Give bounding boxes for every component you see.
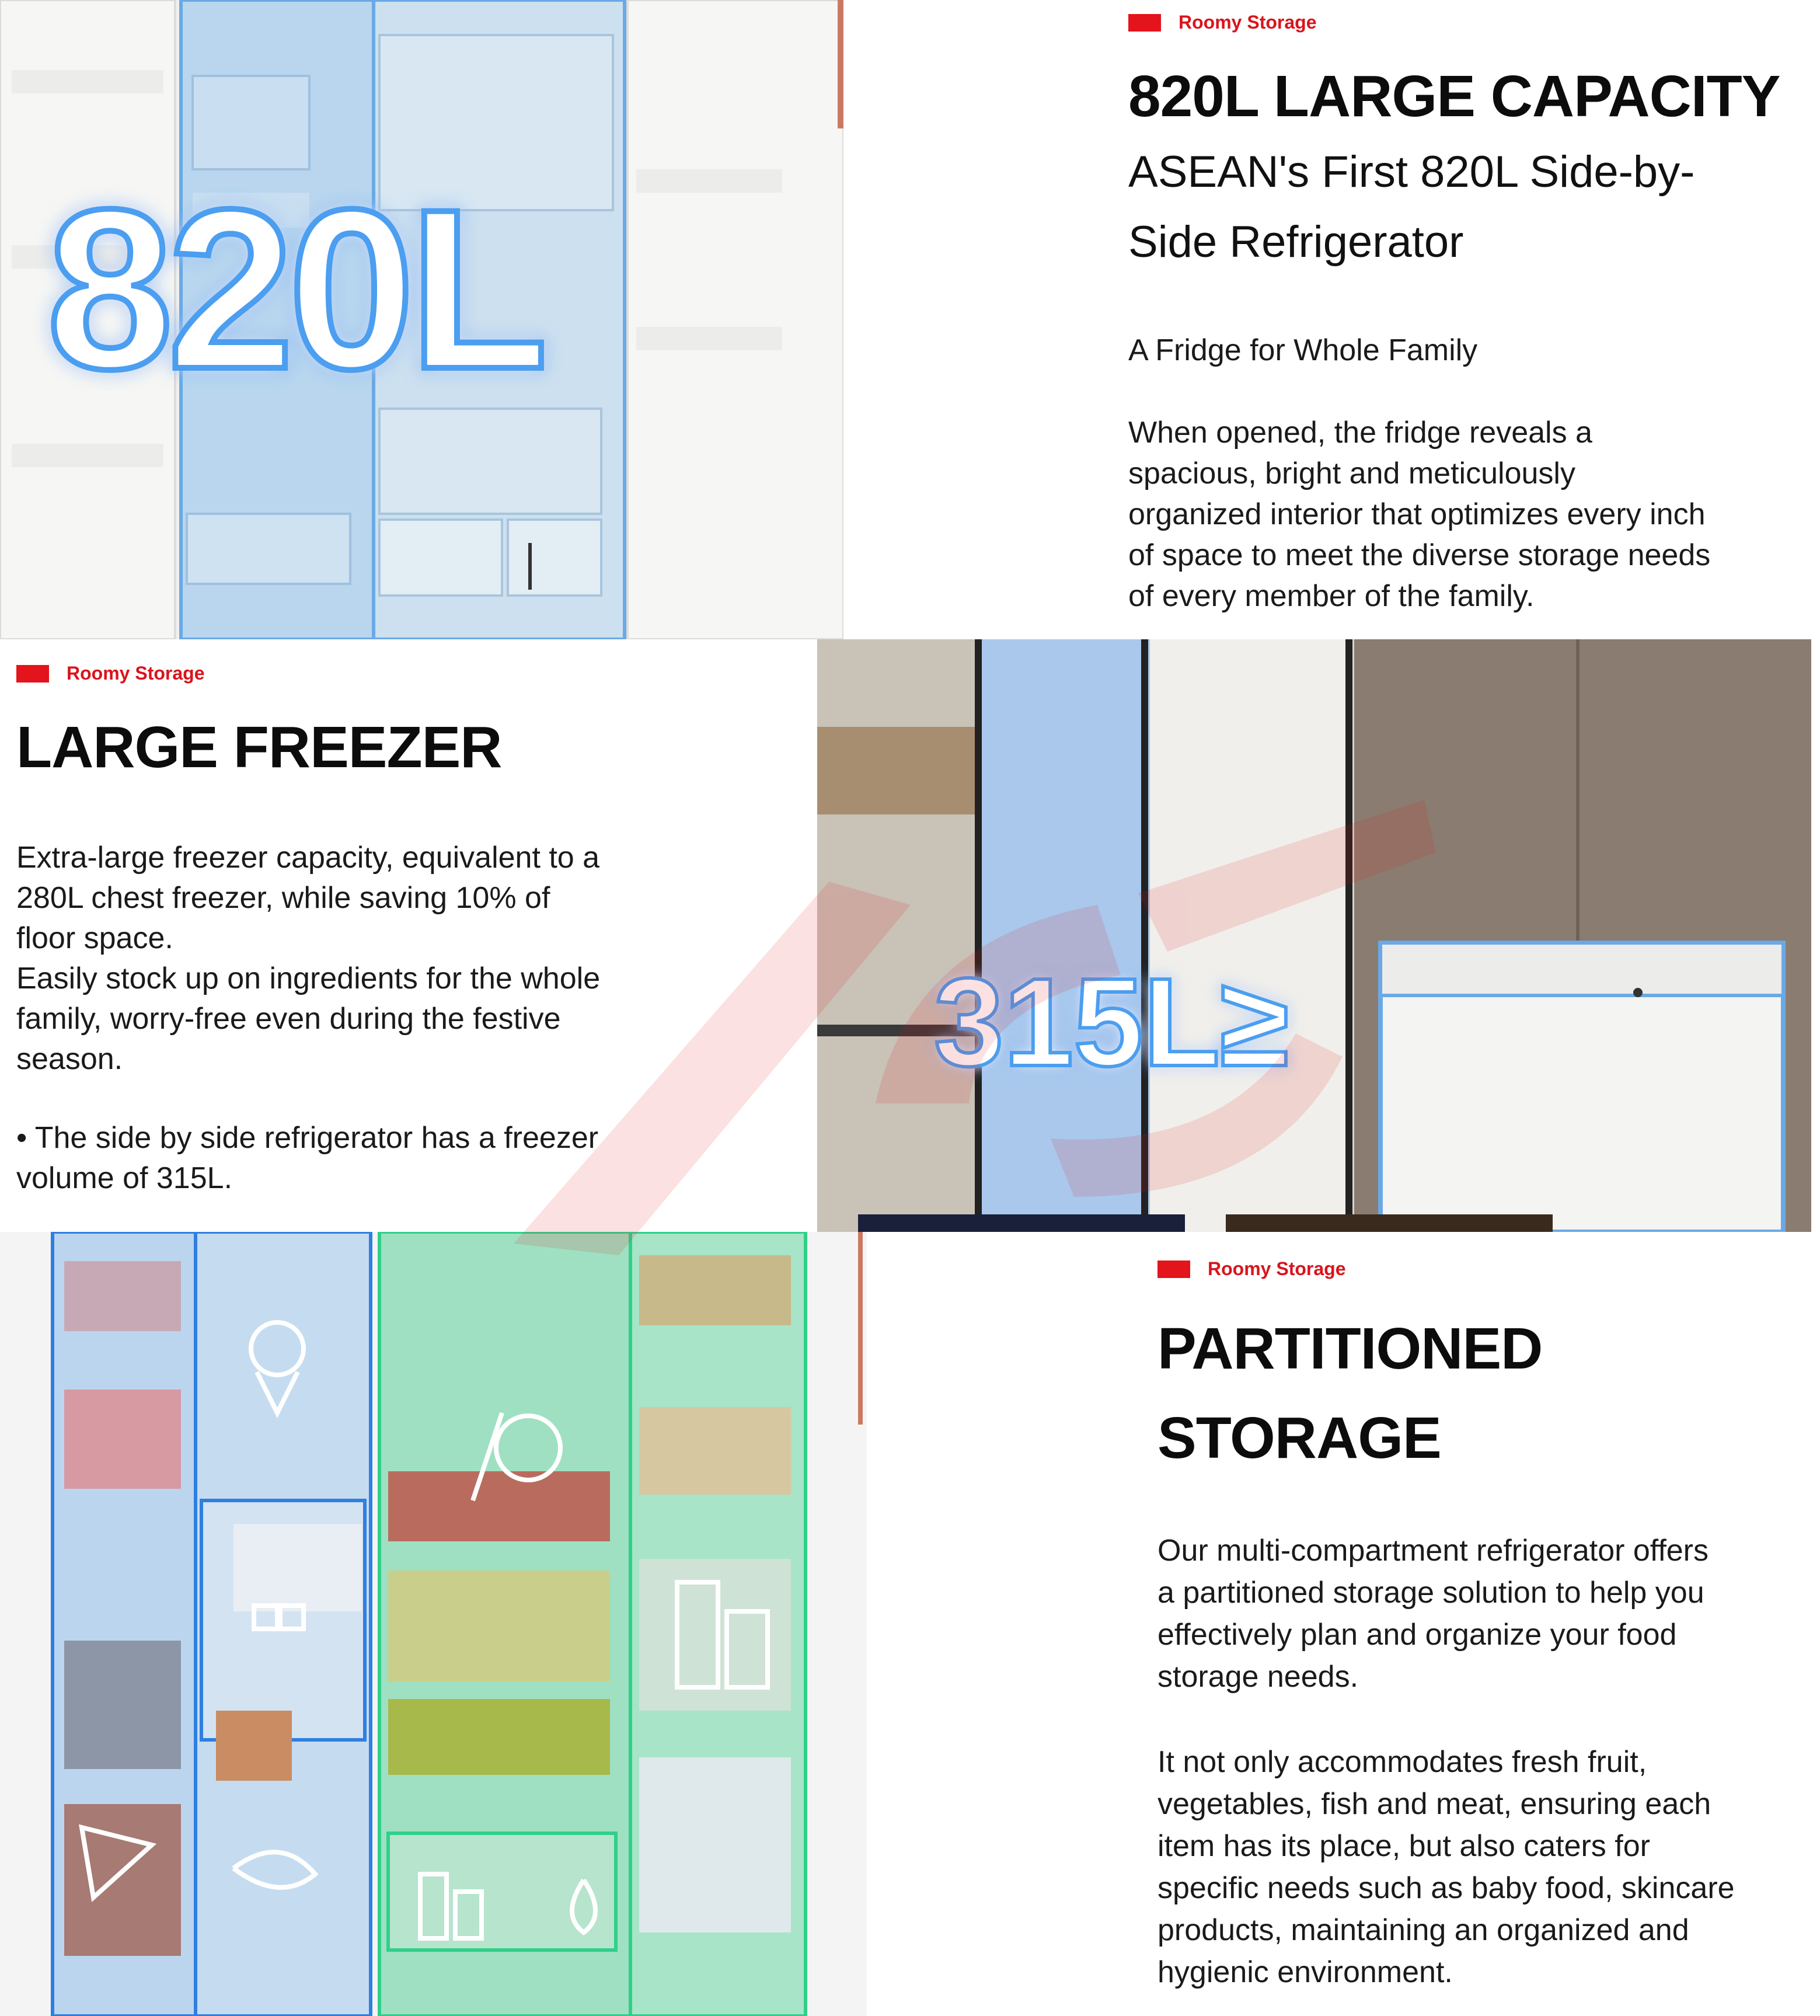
section-heading: 820L LARGE CAPACITY	[1128, 64, 1780, 129]
body-line: family, worry-free even during the festive	[16, 1002, 561, 1036]
body-line: When opened, the fridge reveals a	[1128, 416, 1592, 450]
roomy-storage-tag	[16, 663, 204, 684]
body-line: vegetables, fish and meat, ensuring each	[1157, 1787, 1711, 1821]
section-body	[16, 838, 600, 1080]
section-heading-line2: STORAGE	[1157, 1405, 1441, 1471]
tag-marker	[16, 665, 49, 683]
fridge-820l-image	[0, 0, 843, 639]
tag-label: Roomy Storage	[1179, 12, 1317, 33]
bullet-line: volume of 315L.	[16, 1161, 233, 1195]
tag-label: Roomy Storage	[67, 663, 205, 684]
section-subheading-line1: ASEAN's First 820L Side-by-	[1128, 147, 1695, 197]
freezer-comparison-image	[817, 639, 1811, 1232]
body-line: of every member of the family.	[1128, 579, 1535, 613]
body-line: item has its place, but also caters for	[1157, 1829, 1650, 1863]
body-line: hygienic environment.	[1157, 1955, 1453, 1989]
tag-marker	[1157, 1261, 1190, 1278]
section-partitioned-storage	[0, 1232, 1820, 2016]
body-line: Extra-large freezer capacity, equivalent to a	[16, 841, 600, 875]
body-line: organized interior that optimizes every inch	[1128, 497, 1706, 531]
section-large-freezer	[0, 639, 1820, 1232]
section-para2	[1157, 1741, 1735, 1993]
body-line: a partitioned storage solution to help you	[1157, 1576, 1704, 1610]
section-heading-line1: PARTITIONED	[1157, 1316, 1543, 1381]
section-body	[1128, 412, 1710, 617]
body-line: effectively plan and organize your food	[1157, 1618, 1677, 1652]
roomy-storage-tag	[1157, 1258, 1345, 1280]
capacity-820l-label: 820L	[47, 162, 542, 416]
tag-label: Roomy Storage	[1208, 1258, 1346, 1279]
section-bullet	[16, 1118, 598, 1199]
section-para1	[1157, 1530, 1709, 1698]
section-intro: A Fridge for Whole Family	[1128, 333, 1478, 367]
body-line: spacious, bright and meticulously	[1128, 457, 1575, 490]
freezer-315l-label: 315L≥	[934, 952, 1289, 1092]
body-line: 280L chest freezer, while saving 10% of	[16, 881, 550, 915]
bullet-line: • The side by side refrigerator has a freezer	[16, 1121, 599, 1155]
body-line: Easily stock up on ingredients for the whole	[16, 962, 601, 995]
tag-marker	[1128, 14, 1161, 32]
partitioned-fridge-image	[0, 1232, 867, 2016]
body-line: products, maintaining an organized and	[1157, 1913, 1689, 1947]
body-line: storage needs.	[1157, 1660, 1359, 1694]
section-heading: LARGE FREEZER	[16, 715, 502, 780]
body-line: specific needs such as baby food, skincare	[1157, 1871, 1735, 1905]
body-line: floor space.	[16, 921, 173, 955]
section-large-capacity	[0, 0, 1820, 639]
body-line: of space to meet the diverse storage needs	[1128, 538, 1711, 572]
body-line: It not only accommodates fresh fruit,	[1157, 1745, 1647, 1779]
section-subheading-line2: Side Refrigerator	[1128, 217, 1464, 267]
body-line: season.	[16, 1042, 123, 1076]
roomy-storage-tag	[1128, 12, 1316, 33]
body-line: Our multi-compartment refrigerator offers	[1157, 1534, 1709, 1568]
